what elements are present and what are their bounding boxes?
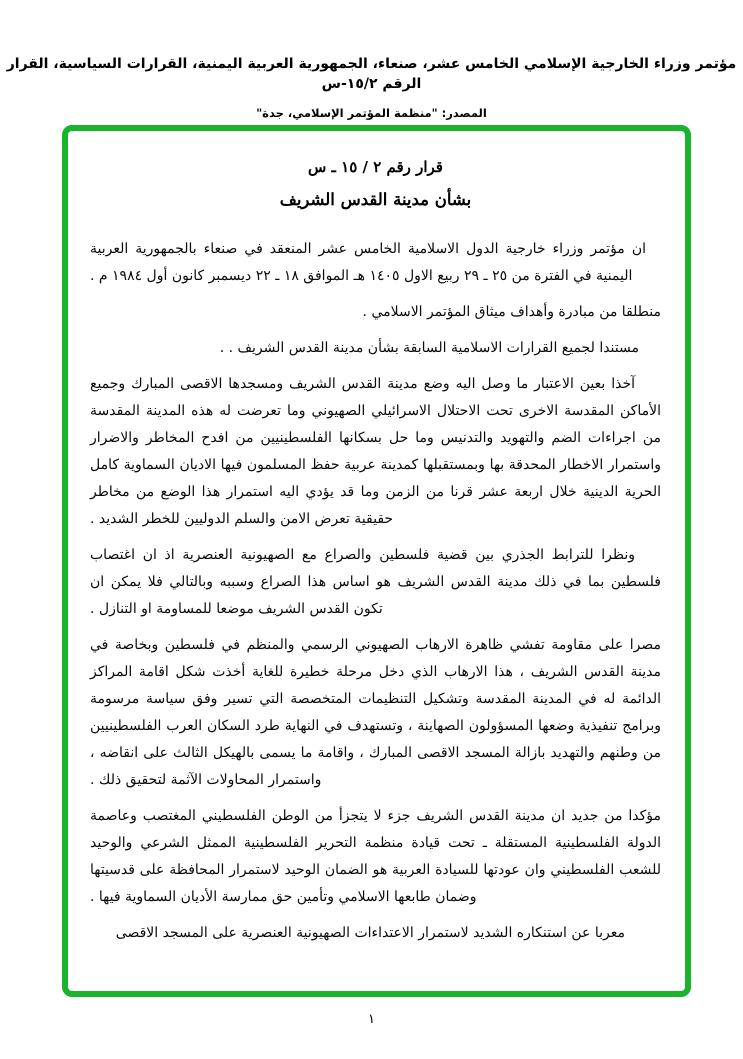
paragraph: ونظرا للترابط الجذري بين قضية فلسطين والصراع مع الصهيونية العنصرية اذ ان اغتصاب فلسطين بما في ذلك مدينة القدس الشريف هو اساس هذا الصراع وسببه وبالتالي فلا يمكن ان تكون القدس الشريف موضعا للمساومة او التنازل . bbox=[90, 547, 661, 617]
document-citation-header bbox=[0, 54, 743, 120]
resolution-subject-title: بشأن مدينة القدس الشريف bbox=[279, 190, 472, 209]
document-content bbox=[68, 131, 685, 947]
document-green-frame bbox=[62, 125, 691, 997]
title-block bbox=[90, 158, 661, 210]
source-line: المصدر: "منظمة المؤتمر الإسلامي، جدة" bbox=[256, 106, 487, 120]
resolution-number-title: قرار رقم ٢ / ١٥ ـ س bbox=[308, 158, 443, 176]
paragraph: معربا عن استنكاره الشديد لاستمرار الاعتداءات الصهيونية العنصرية على المسجد الاقصى bbox=[115, 925, 625, 941]
paragraph: ان مؤتمر وزراء خارجية الدول الاسلامية الخامس عشر المنعقد في صنعاء بالجمهورية العربية اليمنية في الفترة من ٢٥ ـ ٢٩ ربيع الاول ١٤٠٥ هـ الموافق ١٨ ـ ٢٢ ديسمبر كانون أول ١٩٨٤ م . bbox=[90, 241, 646, 284]
paragraph: آخذا بعين الاعتبار ما وصل اليه وضع مدينة القدس الشريف ومسجدها الاقصى المبارك وجميع الأماكن المقدسة الاخرى تحت الاحتلال الاسرائيلي الصهيوني وما تعرضت له هذه المدينة المقدسة من اجراءات الضم والتهويد والتدنيس وما حل بسكانها الفلسطينيين من افدح المخاطر والاضرار واستمرار الاخطار المحدقة بها وبمستقبلها كمدينة عربية حفظ المسلمون فيها الاديان السماوية كامل الحرية الدينية خلال اربعة عشر قرنا من الزمن وما قد يؤدي اليه استمرار هذا الوضع من مخاطر حقيقية تعرض الامن والسلم الدوليين للخطر الشديد . bbox=[90, 376, 661, 527]
page-number: ١ bbox=[368, 1012, 375, 1027]
paragraph: منطلقا من مبادرة وأهداف ميثاق المؤتمر الاسلامي . bbox=[362, 304, 661, 320]
paragraph: مؤكدا من جديد ان مدينة القدس الشريف جزء لا يتجزأ من الوطن الفلسطيني المغتصب وعاصمة الدولة الفلسطينية المستقلة ـ تحت قيادة منظمة التحرير الفلسطينية الممثل الشرعي والوحيد للشعب الفلسطيني وان عودتها للسيادة العربية هو الضمان الوحيد لاستمرار المحافظة على قدسيتها وضمان طابعها الاسلامي وتأمين حق ممارسة الأديان السماوية فيها . bbox=[90, 808, 661, 905]
document-body bbox=[90, 236, 661, 947]
citation-line: مؤتمر وزراء الخارجية الإسلامي الخامس عشر، صنعاء، الجمهورية العربية اليمنية، القرارات السياسية، القرار الرقم ١٥/٢-س bbox=[6, 56, 737, 92]
paragraph: مستندا لجميع القرارات الاسلامية السابقة بشأن مدينة القدس الشريف . . bbox=[219, 340, 639, 356]
paragraph: مصرا على مقاومة تفشي ظاهرة الارهاب الصهيوني الرسمي والمنظم في فلسطين وبخاصة في مدينة القدس الشريف ، هذا الارهاب الذي دخل مرحلة خطيرة للغاية أخذت شكل اقامة المراكز الدائمة له في المدينة المقدسة وتشكيل التنظيمات المتخصصة التي تسير وفق سياسة مرسومة وبرامج تنفيذية وضعها المسؤولون الصهاينة ، وتستهدف في النهاية طرد السكان العرب الفلسطينيين من وطنهم والتهديد بازالة المسجد الاقصى المبارك ، واقامة ما يسمى بالهيكل الثالث على انقاضه ، واستمرار المحاولات الآثمة لتحقيق ذلك . bbox=[90, 637, 661, 788]
